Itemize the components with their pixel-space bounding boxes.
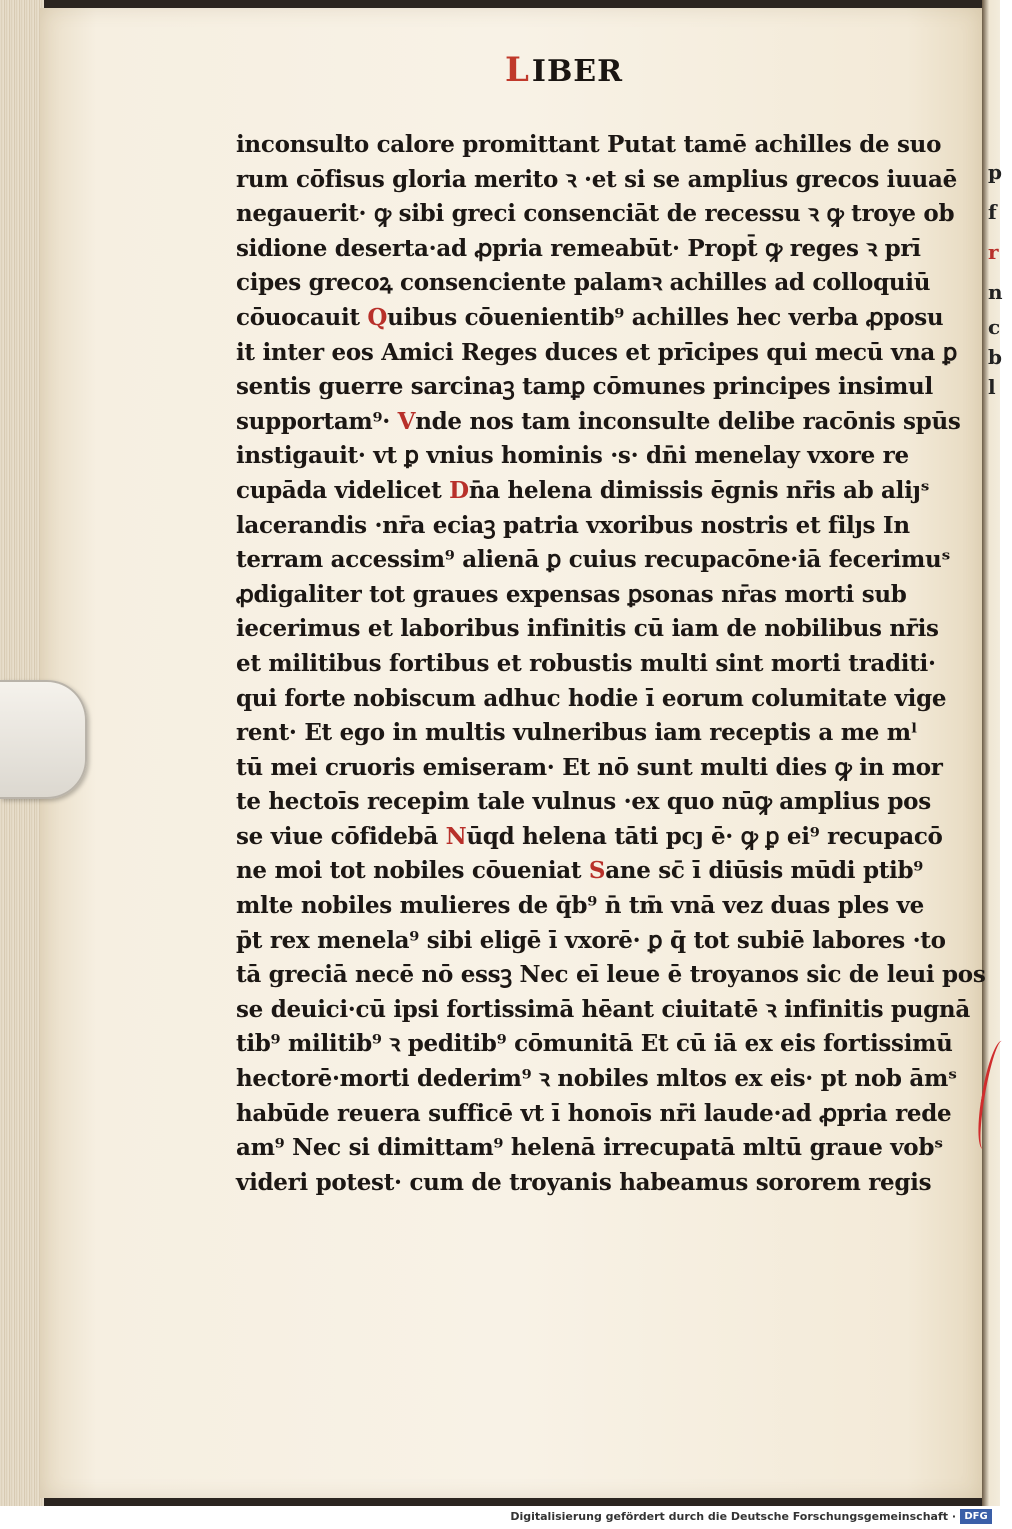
text-run: am⁹ Nec si dimittam⁹ helenā irrecupatā mltū graue vobˢ (236, 1134, 943, 1162)
text-run: terram accessim⁹ alienā ꝑ cuius recupacōne·iā fecerimuˢ (236, 546, 951, 574)
text-line (236, 301, 944, 336)
rubricated-initial: D (449, 476, 469, 504)
text-line (236, 1166, 932, 1201)
rubricated-initial: Q (367, 303, 388, 331)
text-run: lacerandis ·nr̄a eciaꝫ patria vxoribus nostris et filȷs In (236, 511, 910, 539)
text-run: uibus cōuenientib⁹ achilles hec verba ꝓposu (387, 303, 944, 331)
funding-credit: Digitalisierung gefördert durch die Deutsche Forschungsgemeinschaft · (510, 1510, 956, 1523)
facing-page-glyph: l (988, 375, 996, 399)
facing-page-glyph: n (988, 280, 1003, 304)
clasp-clip (0, 680, 87, 799)
text-line (236, 993, 970, 1028)
text-line (236, 163, 957, 198)
text-run: mlte nobiles mulieres de q̄b⁹ n̄ tm̄ vnā vez duas ples ve (236, 892, 925, 920)
text-run: inconsulto calore promittant (236, 131, 608, 158)
text-run: E (304, 719, 322, 747)
text-line (236, 785, 931, 820)
text-run: tū mei cruoris emiseram· Et nō sunt multi dies ꝙ in mor (236, 753, 943, 781)
text-run: negauerit· ꝙ sibi greci consenciāt de recessu ꝛ ꝙ troye ob (236, 200, 955, 228)
facing-page-edge (982, 0, 1000, 1506)
dfg-logo: DFG (960, 1509, 992, 1524)
text-run: cipes grecoꝝ consenciente palamꝛ achilles ad colloquiū (236, 269, 931, 297)
text-line (236, 405, 961, 440)
text-line (236, 612, 939, 647)
text-line (236, 232, 921, 267)
text-line (236, 266, 931, 301)
text-line (236, 924, 946, 959)
text-line (236, 1027, 953, 1062)
text-run: se deuici·cū ipsi fortissimā hēant ciuitatē ꝛ infinitis pugnā (236, 995, 970, 1023)
text-line (236, 958, 986, 993)
text-run: se viue cōfidebā (236, 822, 446, 850)
rubricated-initial: V (397, 407, 416, 435)
text-run: ne moi tot nobiles cōueniat (236, 857, 589, 885)
footer-bar (0, 1506, 1000, 1529)
text-line (236, 1062, 957, 1097)
text-run: videri potest· cum de troyanis habeamus sororem regis (236, 1168, 932, 1196)
facing-page-glyph: b (988, 345, 1002, 369)
text-run: p̄t rex menela⁹ sibi eligē ī vxorē· ꝑ q̄ tot subiē labores ·to (236, 926, 946, 954)
text-run: rent· (236, 719, 305, 747)
text-run: cupāda videlicet (236, 476, 450, 504)
text-run: Putat tamē achilles de suo (607, 131, 942, 158)
text-line (236, 751, 943, 786)
text-run: habūde reuera sufficē vt ī honoīs nr̄i laude·ad ꝓpria rede (236, 1099, 952, 1127)
text-run: supportam⁹· (236, 407, 398, 435)
text-run: nde nos tam inconsulte delibe racōnis spūs (415, 407, 961, 435)
text-line (236, 1131, 943, 1166)
rubricated-initial: N (445, 822, 467, 850)
running-head-initial: L (505, 50, 530, 90)
text-line (236, 716, 918, 751)
text-run: n̄a helena dimissis ēgnis nr̄is ab aliȷˢ (468, 476, 930, 504)
text-line (236, 474, 930, 509)
text-line (236, 854, 924, 889)
text-run: ane sc̄ ī diūsis mūdi ptib⁹ (605, 857, 924, 885)
text-line (236, 128, 942, 163)
text-run: it inter eos Amici Reges duces et prīcipes qui mecū vna ꝑ (236, 338, 957, 366)
text-line (236, 197, 955, 232)
running-head-text: IBER (531, 54, 624, 89)
text-line (236, 336, 957, 371)
text-line (236, 682, 947, 717)
text-line (236, 647, 936, 682)
rubricated-initial: S (588, 857, 606, 885)
text-run: tā greciā necē nō essꝫ Nec eī leue ē troyanos sic de leui pos (236, 961, 986, 989)
text-line (236, 1097, 952, 1132)
text-line (236, 889, 925, 924)
text-run: et militibus fortibus et robustis multi sint morti traditi· (236, 649, 936, 677)
text-run: tib⁹ militib⁹ ꝛ peditib⁹ cōmunitā Et cū iā ex eis fortissimū (236, 1030, 953, 1058)
text-run: ūqd helena tāti pcȷ ē· ꝙ ꝑ ei⁹ recupacō (466, 822, 943, 850)
text-column (236, 128, 986, 1200)
text-run: cōuocauit (236, 303, 368, 331)
text-line (236, 543, 951, 578)
text-run: iecerimus et laboribus infinitis cū iam de nobilibus nr̄is (236, 615, 939, 643)
text-run: hectorē·morti dederim⁹ ꝛ nobiles mltos ex eis· pt nob āmˢ (236, 1065, 957, 1093)
running-head (505, 50, 623, 90)
text-run: sidione deserta·ad ꝓpria remeabūt· Propt̄ ꝙ reges ꝛ prī (236, 234, 921, 262)
facing-page-glyph: c (988, 315, 1001, 339)
text-run: instigauit· vt ꝑ vnius hominis ·s· dn̄i menelay vxore re (236, 442, 909, 470)
facing-page-glyph: p (988, 160, 1002, 184)
facing-page-glyph: r (988, 240, 999, 264)
text-line (236, 439, 908, 474)
text-run: ꝓdigaliter tot graues expensas ꝑsonas nr̄as morti sub (236, 580, 907, 608)
text-run: te hectoīs recepim tale vulnus ·ex quo nūꝙ amplius pos (236, 788, 931, 816)
text-run: qui forte nobiscum adhuc hodie ī eorum columitate vige (236, 684, 947, 712)
text-line (236, 509, 908, 544)
text-run: t ego in multis vulneribus iam receptis a me mˡ (321, 719, 918, 747)
text-run: sentis guerre sarcinaꝫ tamꝑ cōmunes principes insimul (236, 373, 933, 401)
text-run: rum cōfisus gloria merito ꝛ ·et si se amplius grecos iuuaē (236, 165, 957, 193)
facing-page-glyph: f (988, 200, 997, 224)
text-line (236, 370, 933, 405)
text-line (236, 820, 943, 855)
text-line (236, 578, 908, 613)
